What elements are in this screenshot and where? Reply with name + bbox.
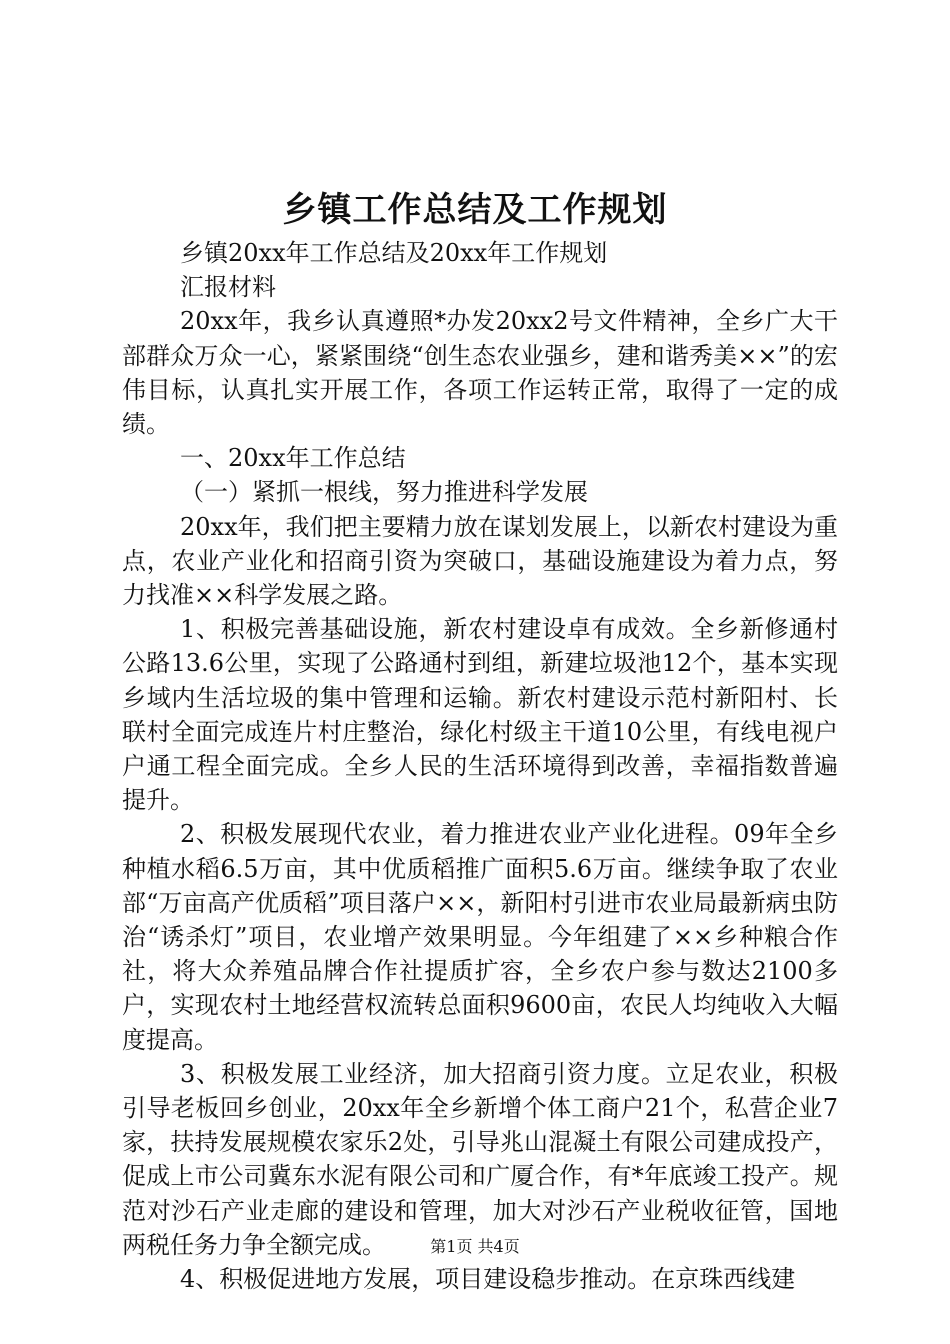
page-footer: 第1页 共4页 (430, 1237, 520, 1256)
document-body (122, 236, 838, 1296)
section-heading: 一、20xx年工作总结 (180, 444, 406, 473)
document-title: 乡镇工作总结及工作规划 (282, 190, 668, 230)
paragraph: 3、积极发展工业经济，加大招商引资力度。立足农业，积极引导老板回乡创业，20xx年全乡新增个体工商户21个，私营企业7家，扶持发展规模农家乐2处，引导兆山混凝土有限公司建成投产，促成上市公司冀东水泥有限公司和广厦合作，有*年底竣工投产。规范对沙石产业走廊的建设和管理，加大对沙石产业税收征管，国地两税任务力争全额完成。 (122, 1059, 838, 1259)
subsection-heading: （一）紧抓一根线，努力推进科学发展 (180, 478, 588, 507)
paragraph: 1、积极完善基础设施，新农村建设卓有成效。全乡新修通村公路13.6公里，实现了公路通村到组，新建垃圾池12个，基本实现乡域内生活垃圾的集中管理和运输。新农村建设示范村新阳村、长联村全面完成连片村庄整治，绿化村级主干道10公里，有线电视户户通工程全面完成。全乡人民的生活环境得到改善，幸福指数普遍提升。 (122, 615, 838, 815)
paragraph: 20xx年，我们把主要精力放在谋划发展上，以新农村建设为重点，农业产业化和招商引资为突破口，基础设施建设为着力点，努力找准××科学发展之路。 (122, 512, 838, 610)
paragraph: 2、积极发展现代农业，着力推进农业产业化进程。09年全乡种植水稻6.5万亩，其中优质稻推广面积5.6万亩。继续争取了农业部“万亩高产优质稻”项目落户××，新阳村引进市农业局最新病虫防治“诱杀灯”项目，农业增产效果明显。今年组建了××乡种粮合作社，将大众养殖品牌合作社提质扩容，全乡农户参与数达2100多户，实现农村土地经营权流转总面积9600亩，农民人均纯收入大幅度提高。 (122, 820, 838, 1054)
subtitle-line: 乡镇20xx年工作总结及20xx年工作规划 (180, 239, 608, 267)
subtitle-line-2: 汇报材料 (180, 273, 276, 302)
paragraph: 4、积极促进地方发展，项目建设稳步推动。在京珠西线建 (180, 1265, 796, 1294)
paragraph: 20xx年，我乡认真遵照*办发20xx2号文件精神，全乡广大干部群众万众一心，紧紧围绕“创生态农业强乡，建和谐秀美××”的宏伟目标，认真扎实开展工作，各项工作运转正常，取得了一定的成绩。 (122, 307, 838, 439)
